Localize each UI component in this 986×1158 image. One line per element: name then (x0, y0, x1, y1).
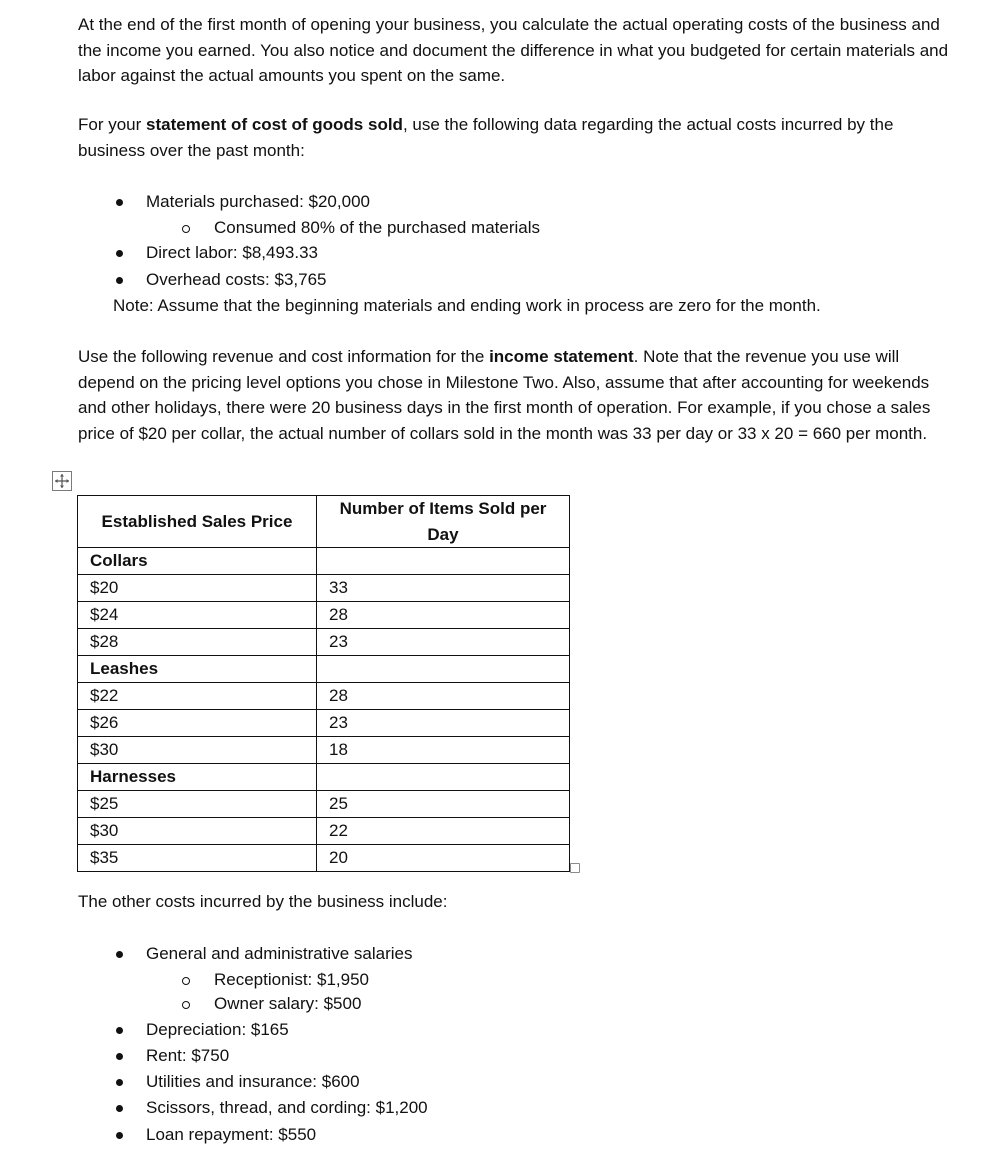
price-cell: $30 (78, 737, 317, 764)
bullet-icon (116, 250, 123, 257)
price-cell: $30 (78, 818, 317, 845)
other-costs-intro: The other costs incurred by the business include: (78, 892, 448, 911)
income-lead: Use the following revenue and cost information for the (78, 347, 490, 366)
qty-cell: 28 (317, 683, 570, 710)
price-cell: $26 (78, 710, 317, 737)
bullet-overhead: Overhead costs: $3,765 (146, 267, 327, 293)
table-row (78, 764, 570, 791)
bullet-icon (116, 277, 123, 284)
table-row (78, 602, 570, 629)
table-row (78, 575, 570, 602)
income-paragraph (78, 344, 958, 446)
qty-cell: 25 (317, 791, 570, 818)
cogs-bold: statement of cost of goods sold (146, 115, 403, 134)
bullet-icon (116, 199, 123, 206)
circle-bullet-icon (182, 1001, 190, 1009)
bullet-consumed: Consumed 80% of the purchased materials (214, 215, 540, 241)
qty-cell: 20 (317, 845, 570, 872)
qty-cell (317, 548, 570, 575)
bullet-depreciation: Depreciation: $165 (146, 1017, 289, 1043)
price-cell: $24 (78, 602, 317, 629)
cogs-note: Note: Assume that the beginning materials and ending work in process are zero for the month. (113, 296, 821, 315)
table-header-row (78, 496, 570, 548)
header-items-sold: Number of Items Sold per Day (317, 496, 570, 548)
qty-cell: 28 (317, 602, 570, 629)
table-move-handle-icon[interactable] (52, 471, 72, 491)
table-row (78, 710, 570, 737)
qty-cell: 33 (317, 575, 570, 602)
qty-cell: 18 (317, 737, 570, 764)
bullet-receptionist: Receptionist: $1,950 (214, 967, 369, 993)
table-row (78, 845, 570, 872)
table-row (78, 548, 570, 575)
table-row (78, 818, 570, 845)
price-cell: $25 (78, 791, 317, 818)
qty-cell (317, 656, 570, 683)
pricing-table (77, 495, 570, 872)
bullet-icon (116, 951, 123, 958)
intro-paragraph: At the end of the first month of opening your business, you calculate the actual operating costs of the business and the income you earned. You also notice and document the difference in what you budgeted for certain materials and labor against the actual amounts you spent on the same. (78, 15, 949, 85)
qty-cell: 23 (317, 710, 570, 737)
cogs-lead: For your (78, 115, 147, 134)
table-row (78, 737, 570, 764)
circle-bullet-icon (182, 225, 190, 233)
table-row (78, 791, 570, 818)
price-cell: $28 (78, 629, 317, 656)
qty-cell: 22 (317, 818, 570, 845)
circle-bullet-icon (182, 977, 190, 985)
table-row (78, 629, 570, 656)
bullet-icon (116, 1053, 123, 1060)
price-cell: $35 (78, 845, 317, 872)
category-cell: Collars (78, 548, 317, 575)
bullet-icon (116, 1105, 123, 1112)
income-bold: income statement (489, 347, 634, 366)
bullet-rent: Rent: $750 (146, 1043, 229, 1069)
bullet-icon (116, 1027, 123, 1034)
price-cell: $20 (78, 575, 317, 602)
bullet-icon (116, 1132, 123, 1139)
category-cell: Leashes (78, 656, 317, 683)
category-cell: Harnesses (78, 764, 317, 791)
bullet-materials: Materials purchased: $20,000 (146, 189, 370, 215)
qty-cell: 23 (317, 629, 570, 656)
qty-cell (317, 764, 570, 791)
bullet-utilities: Utilities and insurance: $600 (146, 1069, 360, 1095)
price-cell: $22 (78, 683, 317, 710)
header-sales-price: Established Sales Price (78, 496, 317, 548)
table-row (78, 656, 570, 683)
bullet-owner-salary: Owner salary: $500 (214, 991, 361, 1017)
table-resize-handle-icon[interactable] (570, 863, 580, 873)
table-row (78, 683, 570, 710)
cogs-paragraph (78, 112, 958, 163)
bullet-icon (116, 1079, 123, 1086)
bullet-loan: Loan repayment: $550 (146, 1122, 316, 1148)
cogs-tail: , use the following data regarding the actual costs incurred by the business over the past month: (78, 115, 894, 160)
bullet-scissors: Scissors, thread, and cording: $1,200 (146, 1095, 428, 1121)
income-tail: . Note that the revenue you use will depend on the pricing level options you chose in Milestone Two. Also, assume that after accounting for weekends and other holidays, there were 20 business days in the first month of operation. For example, if you chose a sales price of $20 per collar, the actual number of collars sold in the month was 33 per day or 33 x 20 = 660 per month. (78, 347, 931, 443)
bullet-labor: Direct labor: $8,493.33 (146, 240, 318, 266)
bullet-gna-salaries: General and administrative salaries (146, 941, 412, 967)
